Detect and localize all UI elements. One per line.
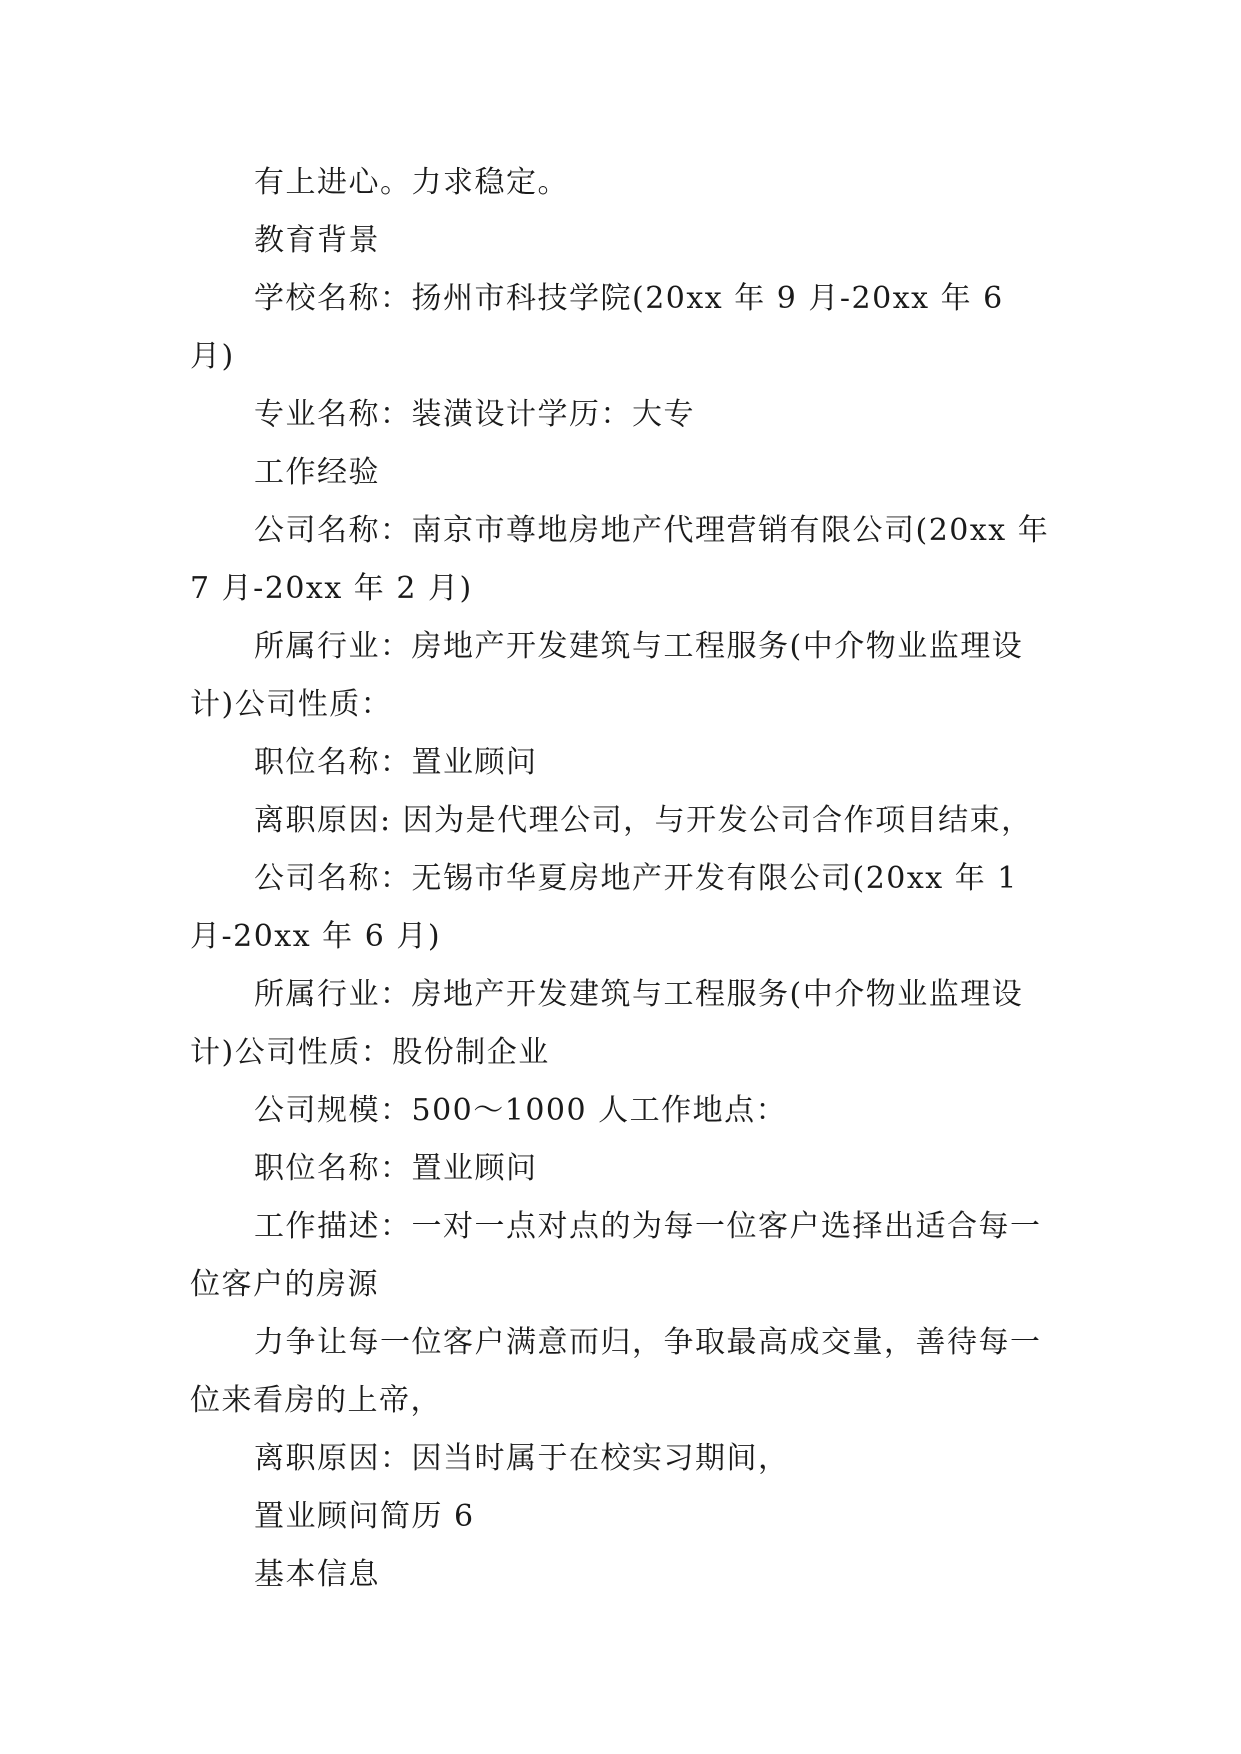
- heading-education: 教育背景: [254, 223, 380, 258]
- paragraph-company-2: 公司名称：无锡市华夏房地产开发有限公司(20xx 年 1 月-20xx 年 6 月): [190, 861, 1018, 954]
- paragraph-major: 专业名称：装潢设计学历：大专: [254, 397, 695, 432]
- paragraph-school: 学校名称：扬州市科技学院(20xx 年 9 月-20xx 年 6 月): [190, 281, 1004, 374]
- paragraph-industry-1: 所属行业：房地产开发建筑与工程服务(中介物业监理设计)公司性质：: [190, 629, 1024, 722]
- heading-basic-info: 基本信息: [254, 1557, 380, 1592]
- paragraph-job-description: 工作描述：一对一点对点的为每一位客户选择出适合每一位客户的房源: [190, 1209, 1042, 1302]
- paragraph-motivation: 有上进心。力求稳定。: [254, 165, 569, 200]
- paragraph-company-size: 公司规模：500～1000 人工作地点：: [254, 1093, 788, 1128]
- paragraph-industry-2: 所属行业：房地产开发建筑与工程服务(中介物业监理设计)公司性质：股份制企业: [190, 977, 1024, 1070]
- paragraph-leave-reason-2: 离职原因：因当时属于在校实习期间，: [254, 1441, 790, 1476]
- document-body: [190, 154, 1052, 1604]
- paragraph-position-1: 职位名称：置业顾问: [254, 745, 538, 780]
- heading-resume-6: 置业顾问简历 6: [254, 1499, 475, 1534]
- paragraph-leave-reason-1: 离职原因: 因为是代理公司，与开发公司合作项目结束，: [254, 803, 1033, 838]
- paragraph-company-1: 公司名称：南京市尊地房地产代理营销有限公司(20xx 年 7 月-20xx 年 2 月): [190, 513, 1050, 606]
- paragraph-position-2: 职位名称：置业顾问: [254, 1151, 538, 1186]
- paragraph-job-goal: 力争让每一位客户满意而归，争取最高成交量，善待每一位来看房的上帝，: [190, 1325, 1042, 1418]
- heading-work-experience: 工作经验: [254, 455, 380, 490]
